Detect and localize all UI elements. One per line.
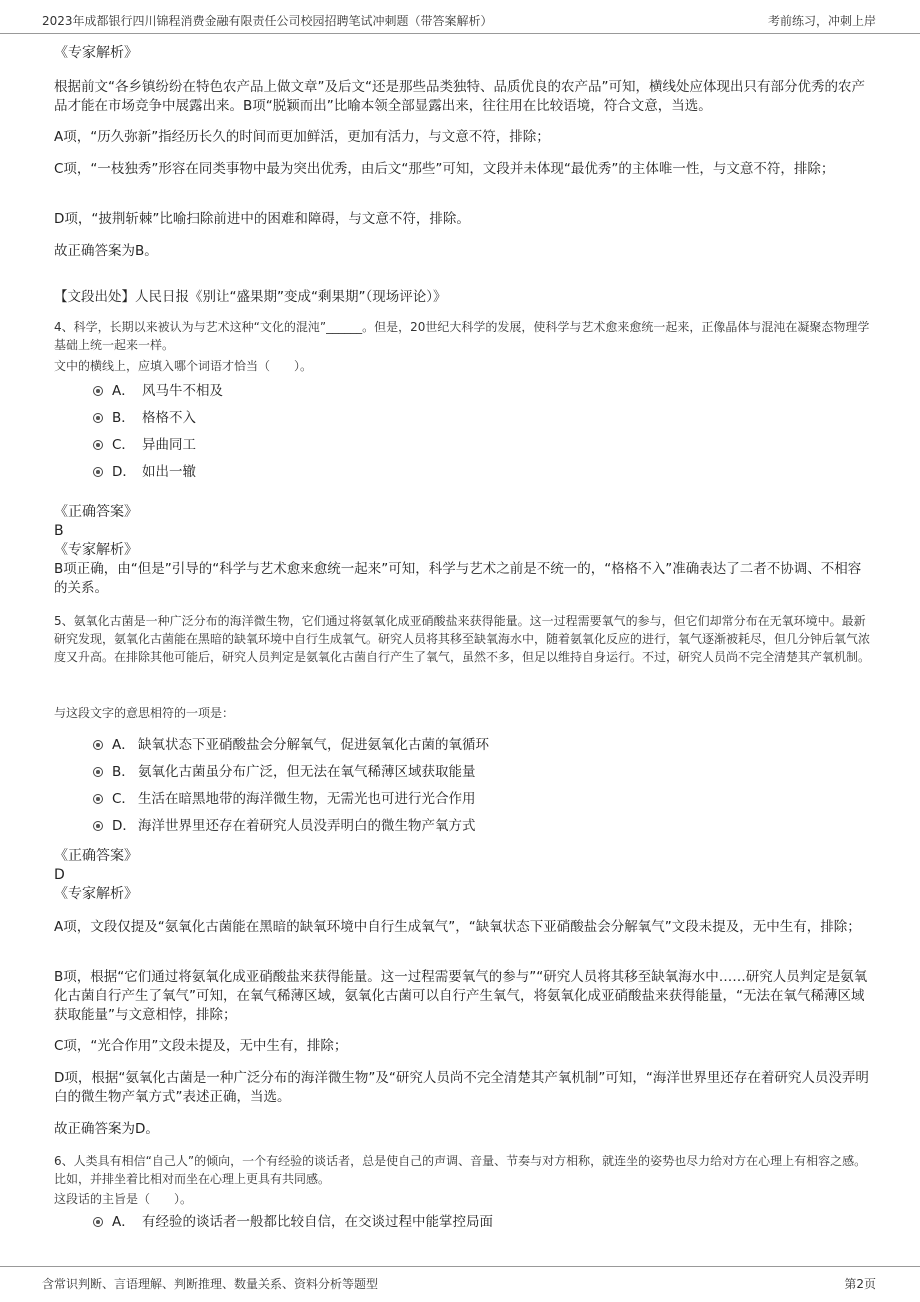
option-text: 缺氧状态下亚硝酸盐会分解氧气，促进氨氧化古菌的氧循环 <box>138 737 489 753</box>
option-letter: D． <box>112 818 136 834</box>
correct-answer-value: B <box>54 523 64 539</box>
option-text: 生活在暗黑地带的海洋微生物，无需光也可进行光合作用 <box>138 791 476 807</box>
option-letter: A． <box>112 383 135 399</box>
question-5-option-c[interactable] <box>54 786 874 813</box>
question-5-option-b[interactable] <box>54 759 874 786</box>
analysis-option-a: A项，“历久弥新”指经历长久的时间而更加鲜活，更加有活力，与文意不符，排除； <box>54 129 550 145</box>
question-5-option-a[interactable] <box>54 732 874 759</box>
question-6-stem: 6、人类具有相信“自己人”的倾向，一个有经验的谈话者，总是使自己的声调、音量、节奏与对方相称，就连坐的姿势也尽力给对方在心理上有相容之感。比如，并排坐着比相对而坐在心理上更具有共同感。 <box>54 1154 867 1186</box>
option-letter: A． <box>112 1214 135 1230</box>
option-letter: C． <box>112 791 135 807</box>
question-4-option-c[interactable] <box>54 432 874 459</box>
analysis-option-c: C项，“一枝独秀”形容在同类事物中最为突出优秀，由后文“那些”可知，文段并未体现“最优秀”的主体唯一性，与文意不符，排除； <box>54 161 835 177</box>
page-header <box>0 0 920 34</box>
radio-icon[interactable] <box>93 767 103 777</box>
correct-answer-label: 《正确答案》 <box>54 848 138 864</box>
option-text: 氨氧化古菌虽分布广泛，但无法在氧气稀薄区域获取能量 <box>138 764 476 780</box>
analysis-option-d: D项，“披荆斩棘”比喻扫除前进中的困难和障碍，与文意不符，排除。 <box>54 211 470 227</box>
radio-icon[interactable] <box>93 794 103 804</box>
option-letter: B． <box>112 410 135 426</box>
question-5-stem: 5、氨氧化古菌是一种广泛分布的海洋微生物，它们通过将氨氧化成亚硝酸盐来获得能量。这一过程需要氧气的参与，但它们却常分布在无氧环境中。最新研究发现，氨氧化古菌能在黑暗的缺氧环境中自行生成氧气。研究人员将其移至缺氧海水中，随着氨氧化反应的进行，氧气逐渐被耗尽，但几分钟后氧气浓度又升高。在排除其他可能后，研究人员判定是氨氧化古菌自行产生了氧气，虽然不多，但足以维持自身运行。不过，研究人员尚不完全清楚其产氧机制。 <box>54 614 871 664</box>
radio-icon[interactable] <box>93 821 103 831</box>
analysis-option-c: C项，“光合作用”文段未提及，无中生有，排除； <box>54 1038 348 1054</box>
option-text: 有经验的谈话者一般都比较自信，在交谈过程中能掌控局面 <box>142 1214 493 1230</box>
question-5-prompt: 与这段文字的意思相符的一项是： <box>54 706 235 720</box>
radio-icon[interactable] <box>93 467 103 477</box>
radio-icon[interactable] <box>93 413 103 423</box>
question-4-options <box>54 378 874 486</box>
analysis-option-a: A项，文段仅提及“氨氧化古菌能在黑暗的缺氧环境中自行生成氧气”，“缺氧状态下亚硝酸盐会分解氧气”文段未提及，无中生有，排除； <box>54 919 861 935</box>
page-number: 第2页 <box>844 1277 876 1291</box>
analysis-paragraph: 根据前文“各乡镇纷纷在特色农产品上做文章”及后文“还是那些品类独特、品质优良的农产品”可知，横线处应体现出只有部分优秀的农产品才能在市场竞争中展露出来。B项“脱颖而出”比喻本领全部显露出来，往往用在比较语境，符合文意，当选。 <box>54 79 865 114</box>
option-text: 如出一辙 <box>142 464 196 480</box>
analysis-option-b: B项，根据“它们通过将氨氧化成亚硝酸盐来获得能量。这一过程需要氧气的参与”“研究人员将其移至缺氧海水中……研究人员判定是氨氧化古菌自行产生了氧气”可知，在氧气稀薄区域，氨氧化古菌可以自行产生氧气，将氨氧化成亚硝酸盐来获得能量，“无法在氧气稀薄区域获取能量”与文意相悖，排除； <box>54 969 868 1023</box>
text-source: 【文段出处】人民日报《别让“盛果期”变成“剩果期”（现场评论）》 <box>54 288 447 305</box>
option-letter: C． <box>112 437 135 453</box>
question-6-option-a[interactable] <box>54 1209 874 1236</box>
question-4-stem: 4、科学，长期以来被认为与艺术这种“文化的混沌”______。但是，20世纪大科学的发展，使科学与艺术愈来愈统一起来，正像晶体与混沌在凝聚态物理学基础上统一起来一样。 <box>54 320 870 352</box>
option-letter: B． <box>112 764 135 780</box>
question-4-option-d[interactable] <box>54 459 874 486</box>
question-5-options <box>54 732 874 840</box>
expert-analysis-label: 《专家解析》 <box>54 886 138 902</box>
question-4-analysis: B项正确，由“但是”引导的“科学与艺术愈来愈统一起来”可知，科学与艺术之前是不统一的，“格格不入”准确表达了二者不协调、不相容的关系。 <box>54 561 862 596</box>
expert-analysis-label: 《专家解析》 <box>54 542 138 558</box>
question-4-prompt: 文中的横线上，应填入哪个词语才恰当（ ）。 <box>54 359 313 373</box>
radio-icon[interactable] <box>93 440 103 450</box>
correct-answer-label: 《正确答案》 <box>54 504 138 520</box>
question-4-option-a[interactable] <box>54 378 874 405</box>
question-6-prompt: 这段话的主旨是（ ）。 <box>54 1192 193 1206</box>
radio-icon[interactable] <box>93 740 103 750</box>
correct-answer-statement: 故正确答案为B。 <box>54 243 158 259</box>
option-letter: D． <box>112 464 136 480</box>
header-slogan: 考前练习，冲刺上岸 <box>767 14 876 28</box>
radio-icon[interactable] <box>93 386 103 396</box>
option-text: 格格不入 <box>142 410 196 426</box>
radio-icon[interactable] <box>93 1217 103 1227</box>
page-footer <box>0 1266 920 1302</box>
analysis-option-d: D项，根据“氨氧化古菌是一种广泛分布的海洋微生物”及“研究人员尚不完全清楚其产氧机制”可知，“海洋世界里还存在着研究人员没弄明白的微生物产氧方式”表述正确，当选。 <box>54 1070 869 1105</box>
option-text: 海洋世界里还存在着研究人员没弄明白的微生物产氧方式 <box>138 818 476 834</box>
option-text: 异曲同工 <box>142 437 196 453</box>
expert-analysis-label: 《专家解析》 <box>54 45 138 61</box>
document-title: 2023年成都银行四川锦程消费金融有限责任公司校园招聘笔试冲刺题（带答案解析） <box>42 14 493 28</box>
correct-answer-value: D <box>54 867 65 883</box>
footer-description: 含常识判断、言语理解、判断推理、数量关系、资料分析等题型 <box>42 1277 379 1291</box>
correct-answer-statement: 故正确答案为D。 <box>54 1121 159 1137</box>
option-text: 风马牛不相及 <box>142 383 223 399</box>
question-4-option-b[interactable] <box>54 405 874 432</box>
question-6-options <box>54 1209 874 1236</box>
option-letter: A． <box>112 737 135 753</box>
question-5-option-d[interactable] <box>54 813 874 840</box>
